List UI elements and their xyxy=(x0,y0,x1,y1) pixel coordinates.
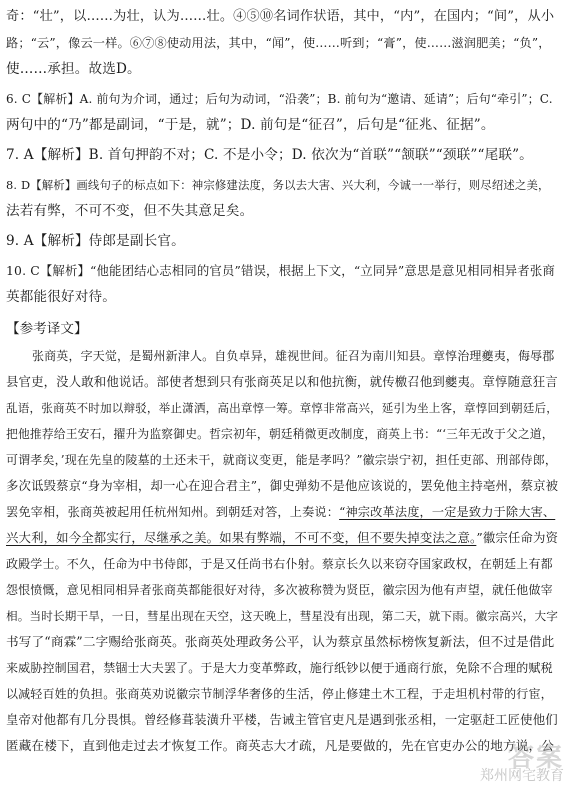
text-line: 可谓孝矣，’现在先皇的陵墓的土还未干，就商议变更，能是孝吗？”徽宗崇宁初，担任吏部、刑部侍郎， xyxy=(6,453,558,467)
answer-explanation-9 xyxy=(6,228,558,254)
text-line: 多次诋毁蔡京“身为宰相，却一心在迎合君主”，御史弹劾不是他应该说的，罢免他主持亳州，蔡京被 xyxy=(6,478,559,493)
text-span: ”徽宗任命为资 xyxy=(476,530,559,545)
text-line: 英都能很好对待。 xyxy=(6,289,116,305)
watermark-caption: 郑州网宅教育 xyxy=(480,768,564,784)
text-line: 以减轻百姓的负担。张商英劝说徽宗节制浮华奢侈的生活，停止修建土木工程，于走坦机村带的行宦， xyxy=(6,687,553,701)
section-heading: 【参考译文】 xyxy=(6,321,88,337)
text-line xyxy=(6,525,558,551)
reference-translation xyxy=(6,343,558,759)
text-line: 皇帝对他都有几分畏惧。曾经修葺装潢升平楼，告诫主管官吏凡是遇到张丞相，一定驱赶工匠使他们 xyxy=(6,712,558,727)
text-line: 使……承担。故选D。 xyxy=(6,61,141,77)
text-line xyxy=(6,499,558,525)
text-line: 法若有弊，不可不变，但不失其意足矣。 xyxy=(6,203,254,219)
text-line: 政殿学士。不久，任命为中书侍郎，于是又任尚书右仆射。蔡京长久以来窃夺国家政权，在朝廷上有都 xyxy=(6,557,553,571)
text-line: 6. C【解析】A. 前句为介词，通过；后句为动词，“沿袭”；B. 前句为“邀请、延请”；后句“牵引”；C. xyxy=(6,92,553,106)
text-span: 罢免宰相，张商英被起用任杭州知州。到朝廷对答，上奏说： xyxy=(6,505,340,519)
text-line: 9. A【解析】侍郎是副长官。 xyxy=(6,233,185,249)
text-line: 7. A【解析】B. 首句押韵不对；C. 不是小令；D. 依次为“首联”“颔联”“颈联”“尾联”。 xyxy=(6,147,533,163)
text-line: 来威胁控制国君，禁锢士大夫罢了。于是大力变革弊政，施行纸钞以便于通商行旅，免除不合理的赋税 xyxy=(6,661,553,675)
text-line: 书写了“商霖”二字赐给张商英。张商英处理政务公平，认为蔡京虽然标榜恢复新法，但不过是借此 xyxy=(6,634,555,649)
answer-explanation-5-tail xyxy=(6,4,558,82)
text-line: 乱语，张商英不时加以辩驳，举止潇洒，高出章惇一筹。章惇非常高兴，延引为坐上客，章惇回到朝廷后， xyxy=(6,401,558,415)
answer-explanation-6 xyxy=(6,86,558,138)
text-line: 奇：“壮”，以……为壮，认为……壮。④⑤⑩名词作状语，其中，“内”，在国内；“间”，从小 xyxy=(6,9,555,24)
text-line: 10. C【解析】“他能团结心志相同的官员”错误，根据上下文，“立同异”意思是意见相同相异者张商 xyxy=(6,263,555,278)
text-line: 8. D【解析】画线句子的标点如下：神宗修建法度，务以去大害、兴大利，今诚一一举行，则尽绍述之美， xyxy=(6,178,550,192)
text-line: 张商英，字天觉，是蜀州新津人。自负卓异，雄视世间。征召为南川知县。章惇治理夔夷，侮辱郡 xyxy=(32,349,555,363)
text-line: 相。当时长期干旱，一日，彗星出现在天空，这天晚上，彗星没有出现，第二天，就下雨。徽宗高兴，大字 xyxy=(6,609,558,623)
watermark xyxy=(480,743,564,785)
text-line: 县官吏，没人敢和他说话。部使者想到只有张商英足以和他抗衡，就传檄召他到夔夷。章惇随意狂言 xyxy=(6,374,558,389)
text-line: 路；“云”，像云一样。⑥⑦⑧使动用法，其中，“闻”，使……听到；“膏”，使……滋润肥美；“负”， xyxy=(6,36,551,50)
text-line: 怨恨愤慨，意见相同相异者张商英都能很好对待，多次被称赞为贤臣，徽宗因为他有声望，就任他做宰 xyxy=(6,583,553,597)
underlined-sentence: “神宗改革法度，一定是致力于除大害、 xyxy=(339,505,556,519)
watermark-logo-text: 答案 xyxy=(507,743,564,773)
text-line: 把他推荐给王安石，擢升为监察御史。哲宗初年，朝廷稍微更改制度，商英上书：“‘三年无改于父之道， xyxy=(6,427,554,441)
underlined-sentence: 兴大利，如今全都实行，尽继承之美。如果有弊端，不可不变，但不要失掉变法之意。 xyxy=(6,530,477,545)
answer-explanation-7 xyxy=(6,142,558,168)
answer-explanation-10 xyxy=(6,258,558,310)
text-line: 匿藏在楼下，直到他走过去才恢复工作。商英志大才疏，凡是要做的，先在官吏办公的地方说，公 xyxy=(6,738,554,753)
text-line: 两句中的“乃”都是副词，“于是，就”；D. 前句是“征召”，后句是“征兆、征据”。 xyxy=(6,117,495,133)
answer-explanation-8 xyxy=(6,172,558,224)
